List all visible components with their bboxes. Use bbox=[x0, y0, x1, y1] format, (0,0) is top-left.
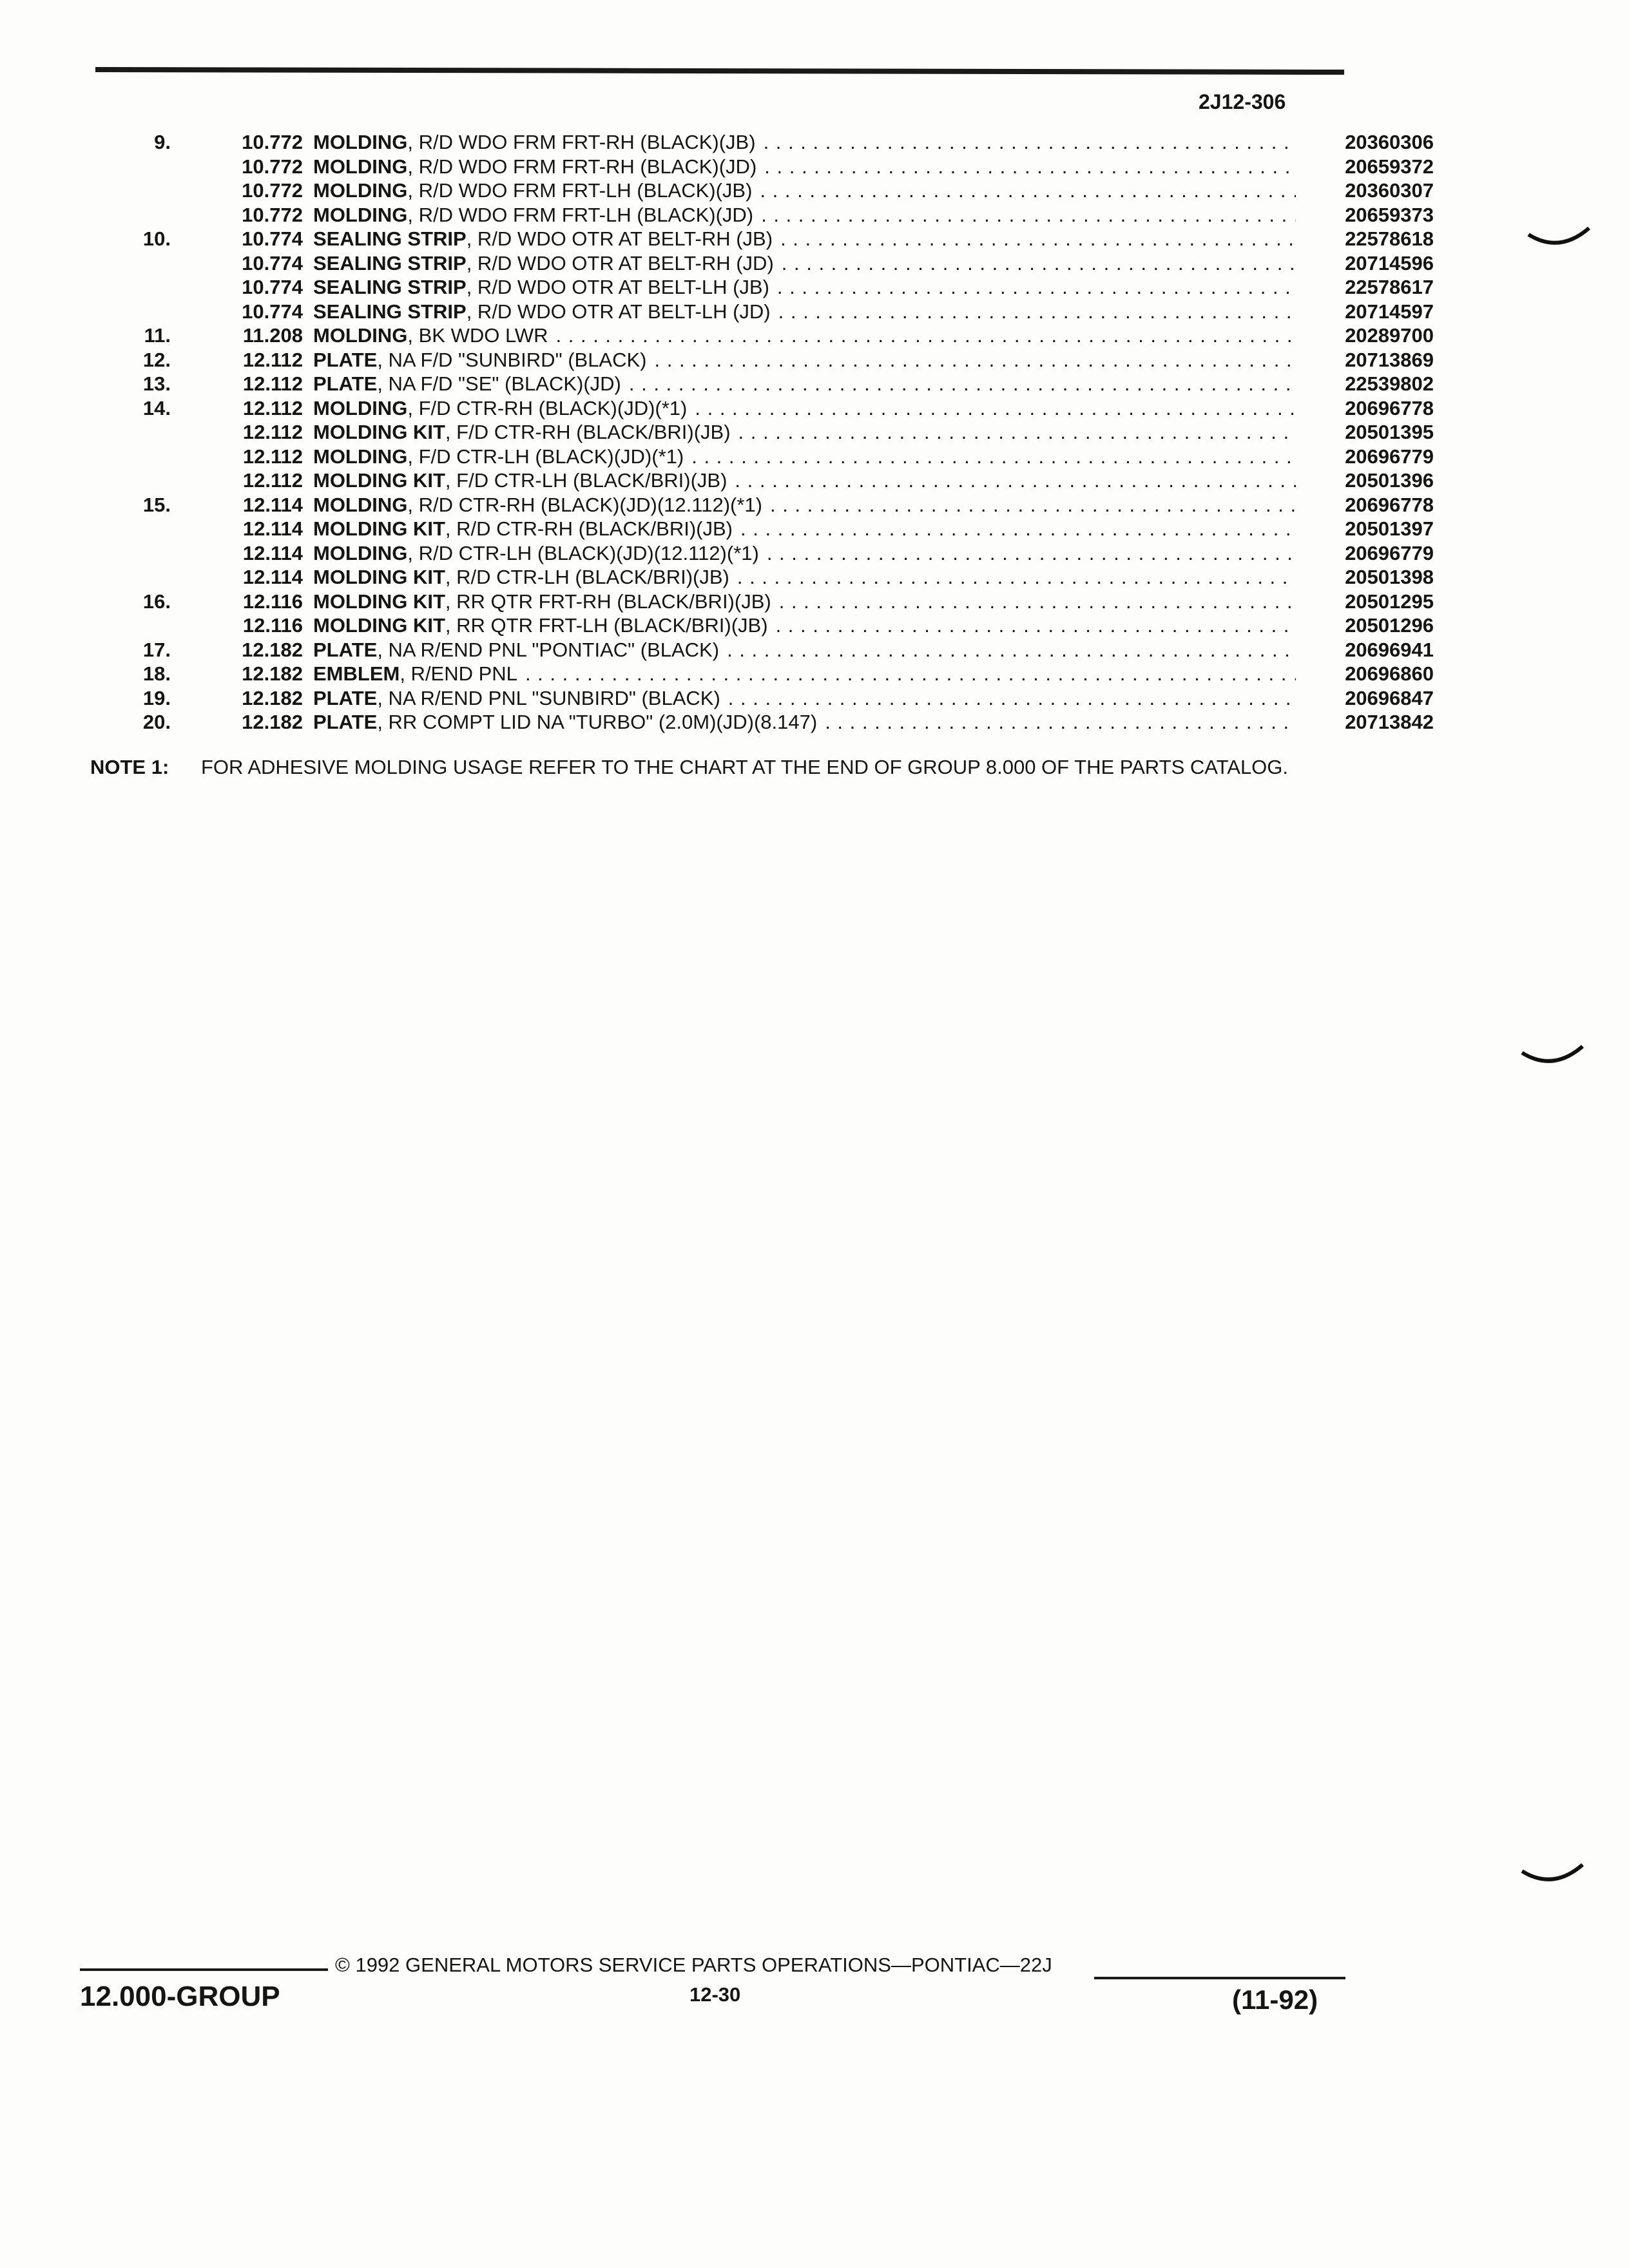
footer-rule-left bbox=[80, 1968, 328, 1971]
item-ref: 11. bbox=[144, 324, 171, 347]
item-ref: 10. bbox=[142, 227, 171, 250]
part-row bbox=[90, 130, 1434, 155]
part-name: MOLDING KIT bbox=[313, 566, 445, 588]
part-row bbox=[90, 686, 1434, 711]
part-description bbox=[313, 517, 1296, 541]
group-number: 10.774 bbox=[242, 251, 303, 274]
part-row bbox=[90, 638, 1434, 662]
punch-mark-icon bbox=[1527, 226, 1592, 251]
part-number: 20696860 bbox=[1345, 662, 1434, 685]
part-detail: , R/D WDO OTR AT BELT-LH (JB) bbox=[466, 276, 769, 298]
group-number: 12.114 bbox=[242, 566, 303, 588]
footer-group-label: 12.000-GROUP bbox=[80, 1981, 280, 2012]
part-name: SEALING STRIP bbox=[313, 251, 467, 274]
part-detail: , NA R/END PNL "PONTIAC" (BLACK) bbox=[377, 638, 720, 661]
part-row bbox=[90, 323, 1434, 348]
part-name: MOLDING bbox=[313, 203, 408, 226]
part-detail: , RR QTR FRT-RH (BLACK/BRI)(JB) bbox=[445, 590, 771, 613]
group-number: 12.182 bbox=[242, 711, 303, 733]
part-name: MOLDING bbox=[313, 445, 408, 468]
group-number: 10.772 bbox=[242, 155, 303, 178]
part-number: 20360307 bbox=[1345, 179, 1434, 202]
group-number: 12.112 bbox=[242, 469, 303, 492]
part-detail: , NA F/D "SUNBIRD" (BLACK) bbox=[377, 348, 647, 371]
part-number: 22578617 bbox=[1345, 276, 1434, 298]
part-detail: , R/D WDO OTR AT BELT-RH (JD) bbox=[466, 251, 774, 274]
footer-rule-right bbox=[1094, 1977, 1345, 1979]
item-ref: 12. bbox=[142, 348, 171, 371]
footer-copyright: © 1992 GENERAL MOTORS SERVICE PARTS OPERATIONS—PONTIAC—22J bbox=[335, 1954, 1052, 1976]
part-detail: , RR COMPT LID NA "TURBO" (2.0M)(JD)(8.147) bbox=[377, 711, 818, 733]
part-detail: , R/D WDO FRM FRT-LH (BLACK)(JB) bbox=[407, 179, 753, 202]
part-detail: , R/D WDO FRM FRT-RH (BLACK)(JB) bbox=[407, 131, 756, 153]
part-detail: , R/D WDO FRM FRT-LH (BLACK)(JD) bbox=[407, 203, 754, 226]
group-number: 10.772 bbox=[242, 203, 303, 226]
footer-page-number: 12-30 bbox=[689, 1983, 741, 2006]
part-description bbox=[313, 565, 1296, 590]
part-description bbox=[313, 590, 1296, 614]
part-description bbox=[313, 445, 1296, 469]
part-number: 20713842 bbox=[1345, 711, 1434, 733]
part-row bbox=[90, 420, 1434, 445]
part-description bbox=[313, 130, 1296, 155]
part-detail: , R/END PNL bbox=[400, 662, 517, 685]
part-number: 20501296 bbox=[1345, 614, 1434, 637]
part-description bbox=[313, 275, 1296, 300]
group-number: 10.774 bbox=[242, 276, 303, 298]
part-row bbox=[90, 396, 1434, 421]
group-number: 12.116 bbox=[242, 614, 303, 637]
group-number: 10.774 bbox=[242, 300, 303, 323]
part-name: MOLDING KIT bbox=[313, 590, 445, 613]
part-detail: , R/D CTR-LH (BLACK)(JD)(12.112)(*1) bbox=[407, 541, 759, 564]
part-description bbox=[313, 686, 1296, 711]
part-number: 20696847 bbox=[1345, 686, 1434, 709]
part-row bbox=[90, 710, 1434, 735]
part-description bbox=[313, 541, 1296, 566]
punch-mark-icon bbox=[1521, 1862, 1585, 1888]
part-description bbox=[313, 178, 1296, 203]
part-description bbox=[313, 468, 1296, 493]
part-name: PLATE bbox=[313, 372, 378, 395]
part-description bbox=[313, 662, 1296, 686]
part-detail: , BK WDO LWR bbox=[407, 324, 548, 347]
part-row bbox=[90, 300, 1434, 324]
part-row bbox=[90, 445, 1434, 469]
part-name: MOLDING bbox=[313, 493, 408, 516]
group-number: 12.116 bbox=[242, 590, 303, 613]
group-number: 12.112 bbox=[242, 421, 303, 443]
parts-list bbox=[90, 130, 1434, 735]
part-name: SEALING STRIP bbox=[313, 276, 467, 298]
part-description bbox=[313, 710, 1296, 735]
part-number: 20714597 bbox=[1345, 300, 1434, 323]
part-detail: , R/D WDO OTR AT BELT-LH (JD) bbox=[466, 300, 771, 323]
item-ref: 15. bbox=[142, 493, 171, 516]
part-description bbox=[313, 638, 1296, 662]
part-detail: , F/D CTR-RH (BLACK/BRI)(JB) bbox=[445, 421, 731, 443]
group-number: 12.182 bbox=[242, 662, 303, 685]
part-number: 20289700 bbox=[1345, 324, 1434, 347]
part-row bbox=[90, 613, 1434, 638]
part-number: 20501295 bbox=[1345, 590, 1434, 613]
group-number: 12.182 bbox=[242, 638, 303, 661]
part-name: PLATE bbox=[313, 638, 378, 661]
item-ref: 20. bbox=[142, 711, 171, 733]
part-description bbox=[313, 203, 1296, 227]
part-description bbox=[313, 396, 1296, 421]
group-number: 12.114 bbox=[242, 517, 303, 540]
part-number: 20360306 bbox=[1345, 131, 1434, 153]
part-name: MOLDING bbox=[313, 324, 408, 347]
part-name: PLATE bbox=[313, 711, 378, 733]
part-detail: , F/D CTR-LH (BLACK/BRI)(JB) bbox=[445, 469, 728, 492]
item-ref: 14. bbox=[142, 396, 171, 419]
part-description bbox=[313, 300, 1296, 324]
item-ref: 19. bbox=[142, 686, 171, 709]
item-ref: 16. bbox=[142, 590, 171, 613]
part-number: 22539802 bbox=[1345, 372, 1434, 395]
part-description bbox=[313, 348, 1296, 372]
part-row bbox=[90, 662, 1434, 686]
part-row bbox=[90, 541, 1434, 566]
part-row bbox=[90, 372, 1434, 396]
part-description bbox=[313, 227, 1296, 251]
part-detail: , NA R/END PNL "SUNBIRD" (BLACK) bbox=[377, 686, 720, 709]
item-ref: 13. bbox=[142, 372, 171, 395]
part-description bbox=[313, 613, 1296, 638]
part-detail: , R/D WDO FRM FRT-RH (BLACK)(JD) bbox=[407, 155, 757, 178]
part-detail: , R/D CTR-RH (BLACK)(JD)(12.112)(*1) bbox=[407, 493, 762, 516]
part-detail: , R/D WDO OTR AT BELT-RH (JB) bbox=[466, 227, 773, 250]
part-row bbox=[90, 517, 1434, 541]
part-number: 20713869 bbox=[1345, 348, 1434, 371]
part-row bbox=[90, 565, 1434, 590]
part-name: SEALING STRIP bbox=[313, 227, 467, 250]
part-number: 20501395 bbox=[1345, 421, 1434, 443]
punch-mark-icon bbox=[1521, 1044, 1585, 1070]
top-rule bbox=[95, 67, 1344, 75]
part-row bbox=[90, 493, 1434, 517]
part-name: PLATE bbox=[313, 348, 378, 371]
part-name: MOLDING bbox=[313, 396, 408, 419]
part-number: 20696778 bbox=[1345, 493, 1434, 516]
part-name: MOLDING bbox=[313, 179, 408, 202]
item-ref: 9. bbox=[154, 131, 171, 153]
part-row bbox=[90, 251, 1434, 276]
part-detail: , RR QTR FRT-LH (BLACK/BRI)(JB) bbox=[445, 614, 768, 637]
part-name: MOLDING bbox=[313, 131, 408, 153]
part-number: 20659372 bbox=[1345, 155, 1434, 178]
part-description bbox=[313, 155, 1296, 179]
group-number: 10.772 bbox=[242, 131, 303, 153]
part-name: MOLDING KIT bbox=[313, 469, 445, 492]
group-number: 10.774 bbox=[242, 227, 303, 250]
part-row bbox=[90, 348, 1434, 372]
part-description bbox=[313, 493, 1296, 517]
part-number: 20696941 bbox=[1345, 638, 1434, 661]
part-name: PLATE bbox=[313, 686, 378, 709]
group-number: 11.208 bbox=[242, 324, 303, 347]
part-name: EMBLEM bbox=[313, 662, 400, 685]
part-name: MOLDING bbox=[313, 155, 408, 178]
part-name: SEALING STRIP bbox=[313, 300, 467, 323]
group-number: 12.114 bbox=[242, 541, 303, 564]
part-number: 20714596 bbox=[1345, 251, 1434, 274]
part-detail: , F/D CTR-RH (BLACK)(JD)(*1) bbox=[407, 396, 688, 419]
part-number: 20659373 bbox=[1345, 203, 1434, 226]
part-description bbox=[313, 323, 1296, 348]
part-row bbox=[90, 155, 1434, 179]
part-number: 20696778 bbox=[1345, 396, 1434, 419]
part-detail: , F/D CTR-LH (BLACK)(JD)(*1) bbox=[407, 445, 684, 468]
part-number: 22578618 bbox=[1345, 227, 1434, 250]
part-row bbox=[90, 275, 1434, 300]
part-row bbox=[90, 178, 1434, 203]
group-number: 12.182 bbox=[242, 686, 303, 709]
part-number: 20501396 bbox=[1345, 469, 1434, 492]
part-row bbox=[90, 468, 1434, 493]
page-code: 2J12-306 bbox=[1199, 90, 1286, 113]
part-number: 20501398 bbox=[1345, 566, 1434, 588]
part-number: 20501397 bbox=[1345, 517, 1434, 540]
group-number: 12.112 bbox=[242, 348, 303, 371]
part-number: 20696779 bbox=[1345, 445, 1434, 468]
part-name: MOLDING KIT bbox=[313, 421, 445, 443]
part-name: MOLDING KIT bbox=[313, 614, 445, 637]
part-row bbox=[90, 227, 1434, 251]
part-detail: , NA F/D "SE" (BLACK)(JD) bbox=[377, 372, 621, 395]
group-number: 10.772 bbox=[242, 179, 303, 202]
part-description bbox=[313, 372, 1296, 396]
note-text: FOR ADHESIVE MOLDING USAGE REFER TO THE CHART AT THE END OF GROUP 8.000 OF THE PARTS CATALOG. bbox=[201, 756, 1289, 778]
part-number: 20696779 bbox=[1345, 541, 1434, 564]
group-number: 12.112 bbox=[242, 396, 303, 419]
part-row bbox=[90, 203, 1434, 227]
part-name: MOLDING bbox=[313, 541, 408, 564]
group-number: 12.114 bbox=[242, 493, 303, 516]
part-description bbox=[313, 420, 1296, 445]
part-detail: , R/D CTR-LH (BLACK/BRI)(JB) bbox=[445, 566, 729, 588]
group-number: 12.112 bbox=[242, 372, 303, 395]
note-label: NOTE 1: bbox=[90, 756, 169, 778]
part-description bbox=[313, 251, 1296, 276]
part-detail: , R/D CTR-RH (BLACK/BRI)(JB) bbox=[445, 517, 733, 540]
footer-date: (11-92) bbox=[1232, 1984, 1318, 2015]
part-name: MOLDING KIT bbox=[313, 517, 445, 540]
item-ref: 17. bbox=[142, 638, 171, 661]
item-ref: 18. bbox=[142, 662, 171, 685]
group-number: 12.112 bbox=[242, 445, 303, 468]
part-row bbox=[90, 590, 1434, 614]
